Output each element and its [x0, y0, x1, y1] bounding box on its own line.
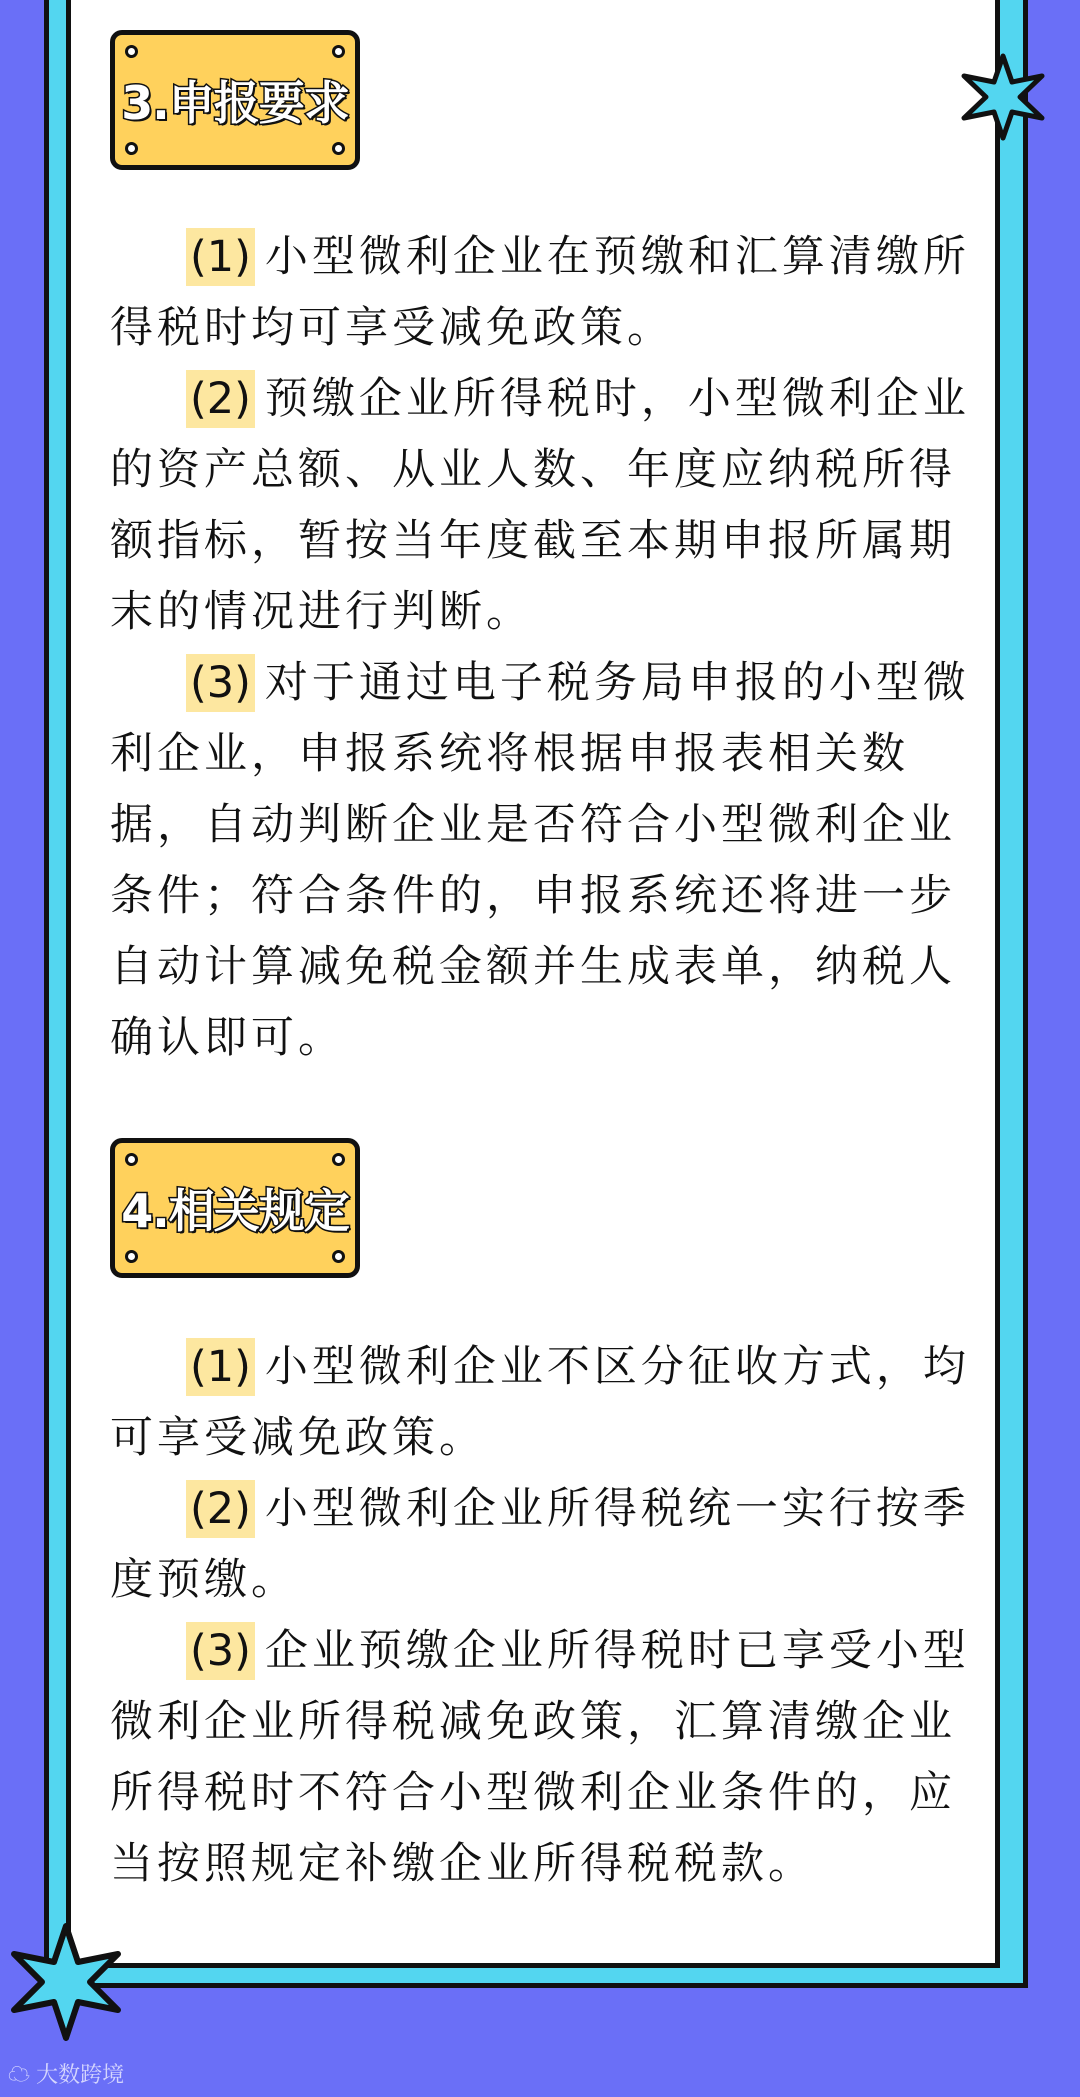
item-number: (3) — [186, 654, 255, 712]
paragraph-text: 预缴企业所得税时，小型微利企业的资产总额、从业人数、年度应纳税所得额指标，暂按当年度截至本期申报所属期末的情况进行判断。 — [110, 374, 970, 637]
section-title: 4.相关规定 — [121, 1184, 349, 1238]
item-number: (3) — [186, 1622, 255, 1680]
item-number: (1) — [186, 228, 255, 286]
watermark-text: 大数跨境 — [36, 2062, 125, 2087]
item-number: (1) — [186, 1338, 255, 1396]
star-top-right-icon — [958, 52, 1048, 142]
watermark — [8, 2058, 124, 2089]
tag-hole-icon — [125, 142, 138, 155]
paragraph-text: 企业预缴企业所得税时已享受小型微利企业所得税减免政策，汇算清缴企业所得税时不符合小型微利企业条件的，应当按照规定补缴企业所得税税款。 — [110, 1626, 970, 1889]
tag-hole-icon — [125, 45, 138, 58]
tag-hole-icon — [332, 1153, 345, 1166]
section-tag-requirements — [110, 30, 360, 170]
paragraph — [110, 1616, 970, 1900]
tag-hole-icon — [332, 1250, 345, 1263]
tag-hole-icon — [125, 1250, 138, 1263]
paragraph-text: 小型微利企业在预缴和汇算清缴所得税时均可享受减免政策。 — [110, 232, 970, 353]
paragraph — [110, 364, 970, 648]
section-tag-regulations — [110, 1138, 360, 1278]
item-number: (2) — [186, 370, 255, 428]
paragraph — [110, 1332, 970, 1474]
paragraph-text: 小型微利企业不区分征收方式，均可享受减免政策。 — [110, 1342, 970, 1463]
paragraph — [110, 1474, 970, 1616]
tag-hole-icon — [332, 142, 345, 155]
tag-hole-icon — [125, 1153, 138, 1166]
star-bottom-left-icon — [6, 1922, 126, 2042]
section-title: 3.申报要求 — [121, 76, 349, 130]
paragraph — [110, 222, 970, 364]
item-number: (2) — [186, 1480, 255, 1538]
watermark-logo-icon: ☁ — [8, 2062, 37, 2087]
tag-hole-icon — [332, 45, 345, 58]
paragraph — [110, 648, 970, 1074]
paragraph-text: 小型微利企业所得税统一实行按季度预缴。 — [110, 1484, 970, 1605]
paragraph-text: 对于通过电子税务局申报的小型微利企业，申报系统将根据申报表相关数据，自动判断企业是否符合小型微利企业条件；符合条件的，申报系统还将进一步自动计算减免税金额并生成表单，纳税人确认即可。 — [110, 658, 970, 1063]
